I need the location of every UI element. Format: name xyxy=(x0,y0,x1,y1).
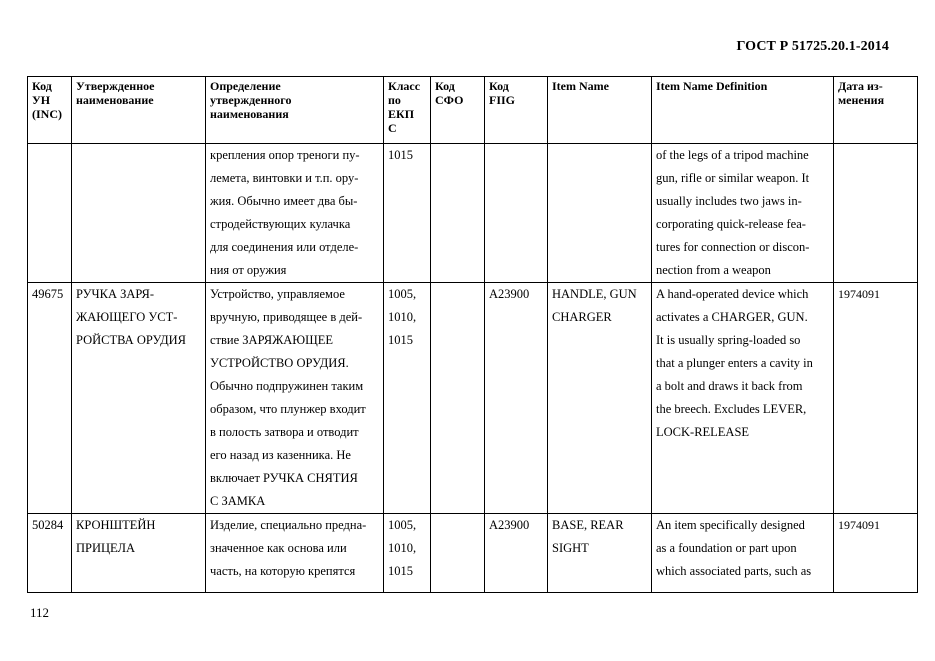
cell-sfo xyxy=(431,144,485,283)
text-line: Обычно подпружинен таким xyxy=(210,379,364,393)
text-line: nection from a weapon xyxy=(656,263,771,277)
text-line: по xyxy=(388,93,401,107)
text-line: activates a CHARGER, GUN. xyxy=(656,310,808,324)
cell-item-name xyxy=(548,144,652,283)
text-line: CHARGER xyxy=(552,310,612,324)
text-line: в полость затвора и отводит xyxy=(210,425,359,439)
cell-name xyxy=(72,514,206,593)
text-line: ствие ЗАРЯЖАЮЩЕЕ xyxy=(210,333,334,347)
text-line: which associated parts, such as xyxy=(656,564,812,578)
header-approved-name xyxy=(72,77,206,144)
header-definition xyxy=(206,77,384,144)
cell-item-definition xyxy=(652,144,834,283)
text-line: corporating quick-release fea- xyxy=(656,217,806,231)
text-line: Класс xyxy=(388,79,421,93)
text-line: 1015 xyxy=(388,148,413,162)
text-line: менения xyxy=(838,93,885,107)
text-line: значенное как основа или xyxy=(210,541,347,555)
cell-sfo xyxy=(431,283,485,514)
text-line: УСТРОЙСТВО ОРУДИЯ. xyxy=(210,356,349,370)
table-header-row xyxy=(28,77,918,144)
text-line: УН xyxy=(32,93,51,107)
text-line: РОЙСТВА ОРУДИЯ xyxy=(76,333,186,347)
text-line: 1005, xyxy=(388,518,417,532)
cell-fiig xyxy=(485,144,548,283)
text-line: HANDLE, GUN xyxy=(552,287,637,301)
text-line: его назад из казенника. Не xyxy=(210,448,351,462)
cell-date xyxy=(834,514,918,593)
text-line: жия. Обычно имеет два бы- xyxy=(210,194,358,208)
cell-ekps xyxy=(384,283,431,514)
text-line: as a foundation or part upon xyxy=(656,541,797,555)
cell-ekps xyxy=(384,144,431,283)
cell-sfo xyxy=(431,514,485,593)
text-line: РУЧКА ЗАРЯ- xyxy=(76,287,155,301)
cell-item-name xyxy=(548,514,652,593)
header-item-name xyxy=(548,77,652,144)
cell-inc xyxy=(28,144,72,283)
cell-fiig: A23900 xyxy=(485,514,548,593)
text-line: стродействующих кулачка xyxy=(210,217,351,231)
cell-ekps xyxy=(384,514,431,593)
cell-name xyxy=(72,144,206,283)
header-fiig-code xyxy=(485,77,548,144)
text-line: Код xyxy=(435,79,455,93)
text-line: утвержденного xyxy=(210,93,292,107)
text-line: of the legs of a tripod machine xyxy=(656,148,809,162)
change-date xyxy=(838,144,913,148)
table-row xyxy=(28,283,918,514)
text-line: ния от оружия xyxy=(210,263,287,277)
text-line: tures for connection or discon- xyxy=(656,240,810,254)
cell-item-definition xyxy=(652,283,834,514)
text-line: the breech. Excludes LEVER, xyxy=(656,402,807,416)
header-sfo-code xyxy=(431,77,485,144)
text-line: С ЗАМКА xyxy=(210,494,266,508)
text-line: (INC) xyxy=(32,107,62,121)
text-line: ЖАЮЩЕГО УСТ- xyxy=(76,310,178,324)
change-date: 1974091 xyxy=(838,518,880,532)
text-line: Item Name xyxy=(552,79,609,93)
cell-definition xyxy=(206,144,384,283)
cell-fiig: A23900 xyxy=(485,283,548,514)
text-line: Item Name Definition xyxy=(656,79,768,93)
text-line: ЕКП xyxy=(388,107,415,121)
text-line: образом, что плунжер входит xyxy=(210,402,366,416)
cell-inc: 50284 xyxy=(28,514,72,593)
header-inc xyxy=(28,77,72,144)
header-item-name-definition xyxy=(652,77,834,144)
text-line: Определение xyxy=(210,79,281,93)
text-line: Утвержденное xyxy=(76,79,155,93)
cell-item-name xyxy=(548,283,652,514)
text-line: A hand-operated device which xyxy=(656,287,809,301)
text-line: 1015 xyxy=(388,333,413,347)
cell-definition xyxy=(206,283,384,514)
table-row xyxy=(28,144,918,283)
table-row xyxy=(28,514,918,593)
text-line: СФО xyxy=(435,93,464,107)
text-line: Код xyxy=(32,79,52,93)
change-date: 1974091 xyxy=(838,287,880,301)
text-line: лемета, винтовки и т.п. ору- xyxy=(210,171,359,185)
header-ekps-class xyxy=(384,77,431,144)
header-change-date xyxy=(834,77,918,144)
text-line: наименование xyxy=(76,93,154,107)
text-line: ПРИЦЕЛА xyxy=(76,541,136,555)
text-line: крепления опор треноги пу- xyxy=(210,148,360,162)
cell-name xyxy=(72,283,206,514)
text-line: FIIG xyxy=(489,93,516,107)
text-line: С xyxy=(388,121,397,135)
text-line: Код xyxy=(489,79,509,93)
text-line: 1005, xyxy=(388,287,417,301)
text-line: 1010, xyxy=(388,310,417,324)
text-line: Изделие, специально предна- xyxy=(210,518,367,532)
cell-date xyxy=(834,283,918,514)
text-line: It is usually spring-loaded so xyxy=(656,333,801,347)
text-line: An item specifically designed xyxy=(656,518,805,532)
text-line: вручную, приводящее в дей- xyxy=(210,310,363,324)
text-line: для соединения или отделе- xyxy=(210,240,359,254)
text-line: a bolt and draws it back from xyxy=(656,379,803,393)
text-line: that a plunger enters a cavity in xyxy=(656,356,813,370)
text-line: КРОНШТЕЙН xyxy=(76,518,156,532)
text-line: SIGHT xyxy=(552,541,589,555)
text-line: usually includes two jaws in- xyxy=(656,194,802,208)
text-line: наименования xyxy=(210,107,289,121)
catalog-table xyxy=(27,76,918,593)
cell-inc: 49675 xyxy=(28,283,72,514)
page-number: 112 xyxy=(30,605,50,620)
text-line: BASE, REAR xyxy=(552,518,624,532)
text-line: 1015 xyxy=(388,564,413,578)
cell-definition xyxy=(206,514,384,593)
standard-number: ГОСТ Р 51725.20.1-2014 xyxy=(736,39,889,54)
text-line: часть, на которую крепятся xyxy=(210,564,356,578)
text-line: Дата из- xyxy=(838,79,883,93)
text-line: 1010, xyxy=(388,541,417,555)
cell-date xyxy=(834,144,918,283)
text-line: LOCK-RELEASE xyxy=(656,425,750,439)
cell-item-definition xyxy=(652,514,834,593)
text-line: gun, rifle or similar weapon. It xyxy=(656,171,810,185)
text-line: Устройство, управляемое xyxy=(210,287,345,301)
text-line: включает РУЧКА СНЯТИЯ xyxy=(210,471,358,485)
